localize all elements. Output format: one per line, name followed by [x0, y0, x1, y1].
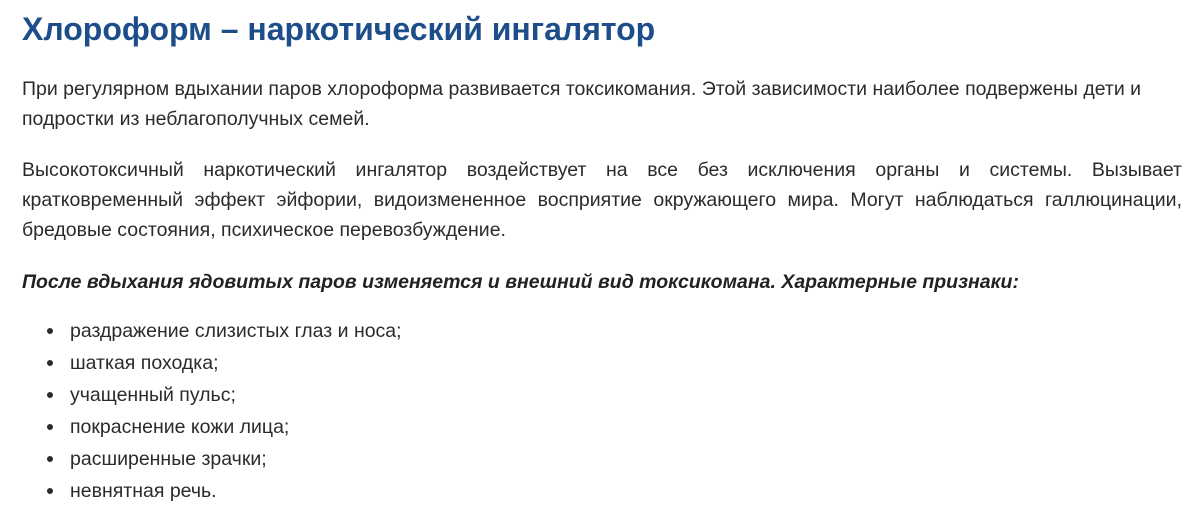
list-item-text: учащенный пульс;: [70, 384, 236, 406]
bullet-icon: [47, 392, 53, 398]
list-item: [22, 347, 1182, 379]
signs-list: [22, 315, 1182, 507]
bullet-icon: [47, 488, 53, 494]
list-item: [22, 475, 1182, 507]
bullet-icon: [47, 424, 53, 430]
bullet-icon: [47, 360, 53, 366]
intro-paragraph: При регулярном вдыхании паров хлороформа развивается токсикомания. Этой зависимости наиболее подвержены дети и подростки из неблагополучных семей.: [22, 78, 1142, 130]
list-item-text: шаткая походка;: [70, 352, 219, 374]
list-item-text: расширенные зрачки;: [70, 448, 267, 470]
list-item: [22, 315, 1182, 347]
signs-heading: После вдыхания ядовитых паров изменяется и внешний вид токсикомана. Характерные признаки:: [22, 271, 1019, 293]
list-item-text: покраснение кожи лица;: [70, 416, 290, 438]
list-item: [22, 411, 1182, 443]
list-item: [22, 379, 1182, 411]
bullet-icon: [47, 456, 53, 462]
list-item-text: невнятная речь.: [70, 480, 217, 502]
effects-paragraph: Высокотоксичный наркотический ингалятор воздействует на все без исключения органы и системы. Вызывает кратковременный эффект эйфории, видоизмененное восприятие окружающего мира. Могут наблюдаться галлюцинации, бредовые состояния, психическое перевозбуждение.: [22, 159, 1182, 241]
bullet-icon: [47, 328, 53, 334]
article-title: Хлороформ – наркотический ингалятор: [22, 11, 656, 47]
list-item: [22, 443, 1182, 475]
list-item-text: раздражение слизистых глаз и носа;: [70, 320, 402, 342]
